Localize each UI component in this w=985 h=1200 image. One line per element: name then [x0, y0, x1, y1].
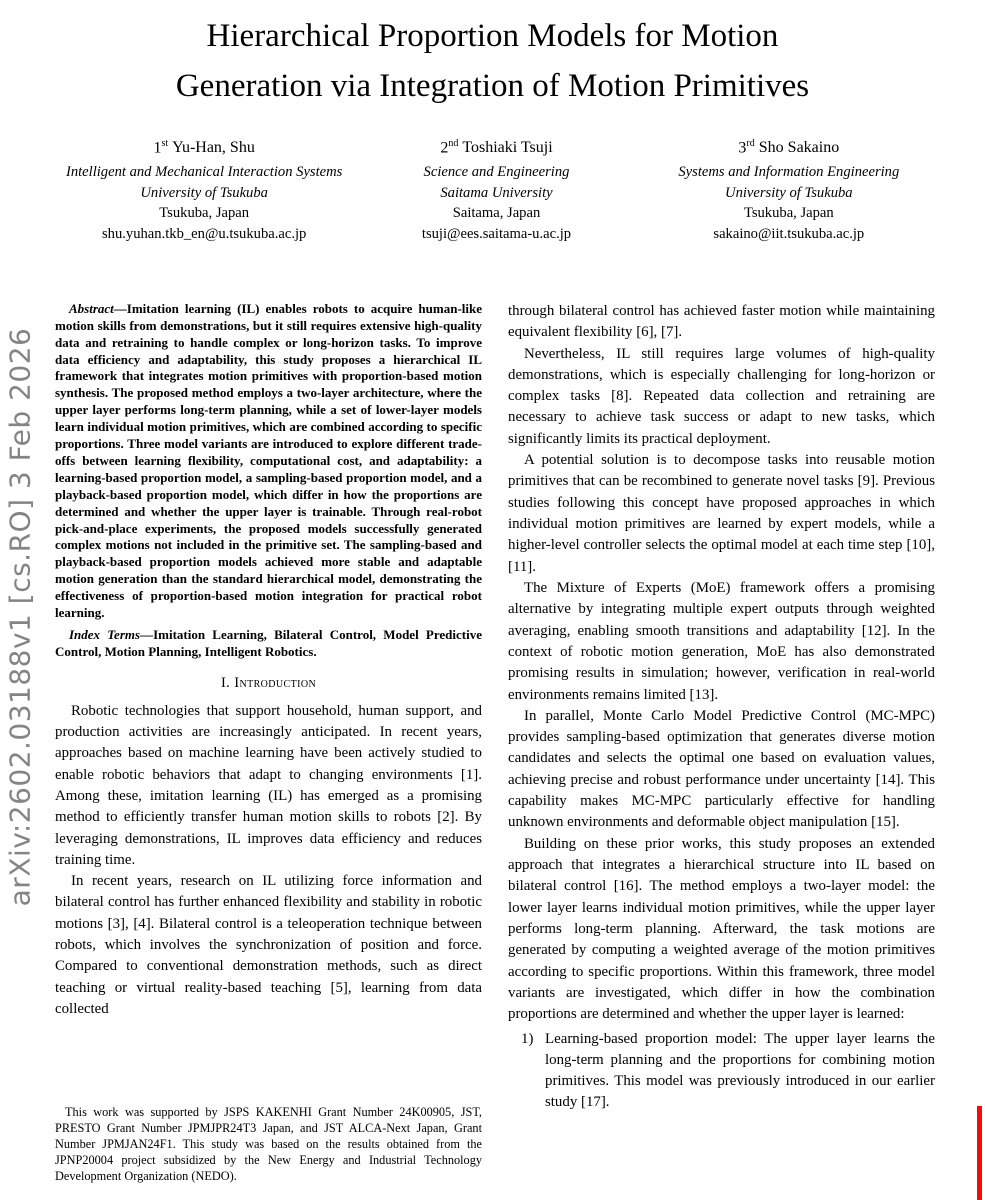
paper-title	[30, 12, 955, 111]
title-line-1: Hierarchical Proportion Models for Motion	[206, 18, 779, 54]
left-column	[55, 301, 482, 1114]
paragraph: In recent years, research on IL utilizing force information and bilateral control has further enhanced flexibility and stability in robotic motions [3], [4]. Bilateral control is a teleoperation technique between robots, which involves the synchronization of position and force. Compared to conventional demonstration methods, such as direct teaching or virtual reality-based teaching [5], learning from data collected	[55, 873, 482, 1017]
author-order: 2	[440, 139, 449, 157]
paragraph: A potential solution is to decompose tasks into reusable motion primitives that can be recombined to generate novel tasks [9]. Previous studies following this concept have proposed approaches in which individual motion primitives are learned by expert models, while a higher-level controller selects the optimal model at each time step [10], [11].	[508, 452, 935, 575]
abstract	[55, 301, 482, 622]
author-block	[58, 137, 935, 245]
author-location: Tsukuba, Japan	[159, 205, 250, 222]
author-ordinal: st	[161, 138, 169, 149]
index-terms	[55, 627, 482, 661]
numbered-list-item	[508, 1029, 935, 1114]
author-name-text: Yu-Han, Shu	[172, 139, 255, 157]
author-order: 1	[153, 139, 162, 157]
paragraph: Building on these prior works, this study proposes an extended approach that integrates a hierarchical structure into IL based on bilateral control [16]. The method employs a two-layer model: the lower layer learns individual motion primitives, while the upper layer performs long-term planning. Afterward, the task motions are generated by computing a weighted average of the motion primitives according to specific proportions. Within this framework, three model variants are investigated, which differ in how the combination proportions are determined and whether the upper layer is learned:	[508, 835, 935, 1023]
author-department: Science and Engineering	[423, 164, 570, 181]
list-item-text: Learning-based proportion model: The upper layer learns the long-term planning and the proportions for combining motion primitives. This model was previously introduced in our earlier study [17].	[545, 1030, 935, 1111]
author-name-text: Toshiaki Tsuji	[462, 139, 553, 157]
author-name-text: Sho Sakaino	[758, 139, 840, 157]
author-card-1	[58, 137, 350, 245]
author-university: University of Tsukuba	[140, 184, 268, 201]
right-column	[508, 301, 935, 1114]
author-email: sakaino@iit.tsukuba.ac.jp	[713, 226, 865, 243]
section-heading-introduction: I. Introduction	[220, 674, 317, 691]
author-name	[350, 137, 642, 160]
author-location: Tsukuba, Japan	[743, 205, 834, 222]
author-name	[58, 137, 350, 160]
author-department: Intelligent and Mechanical Interaction Systems	[65, 164, 343, 181]
author-name	[643, 137, 935, 160]
paragraph: Robotic technologies that support household, human support, and production activities are increasingly anticipated. In recent years, approaches based on machine learning have been actively studied to enable robotic behaviors that adapt to changing environments [1]. Among these, imitation learning (IL) has emerged as a promising method to efficiently transfer human motion skills to robots [2]. By leveraging demonstrations, IL improves data efficiency and reduces training time.	[55, 702, 482, 868]
abstract-label: Abstract	[69, 300, 114, 316]
paper-body	[55, 301, 935, 1114]
index-terms-text: —Imitation Learning, Bilateral Control, Model Predictive Control, Motion Planning, Intelligent Robotics.	[55, 626, 483, 659]
author-email: shu.yuhan.tkb_en@u.tsukuba.ac.jp	[101, 226, 307, 243]
arxiv-watermark: arXiv:2602.03188v1 [cs.RO] 3 Feb 2026	[3, 327, 37, 907]
margin-marker	[977, 1106, 982, 1200]
paragraph: through bilateral control has achieved faster motion while maintaining equivalent flexibility [6], [7].	[508, 302, 935, 341]
author-card-2	[350, 137, 642, 245]
author-location: Saitama, Japan	[452, 205, 541, 222]
author-ordinal: nd	[448, 138, 459, 149]
author-card-3	[643, 137, 935, 245]
author-university: Saitama University	[440, 184, 553, 201]
list-item-marker: 1)	[521, 1030, 534, 1047]
author-university: University of Tsukuba	[725, 184, 853, 201]
paragraph: The Mixture of Experts (MoE) framework offers a promising alternative by integrating multiple expert outputs through weighted averaging, enabling smooth transitions and adaptability [12]. In the context of robotic motion generation, MoE has also demonstrated promising results in simulation; however, verification in real-world environments remains limited [13].	[508, 579, 935, 703]
title-line-2: Generation via Integration of Motion Primitives	[175, 67, 810, 104]
paragraph: In parallel, Monte Carlo Model Predictive Control (MC-MPC) provides sampling-based optimization that generates diverse motion candidates and selects the optimal one based on evaluation values, achieving precise and robust performance under uncertainty [14]. This capability makes MC-MPC particularly effective for handling unknown environments and deformable object manipulation [15].	[508, 707, 935, 831]
author-order: 3	[738, 139, 747, 157]
funding-footnote: This work was supported by JSPS KAKENHI Grant Number 24K00905, JST, PRESTO Grant Number JPMJPR24T3 Japan, and JST ALCA-Next Japan, Grant Number JPMJAN24F1. This study was based on the results obtained from the JPNP20004 project subsidized by the New Energy and Industrial Technology Development Organization (NEDO).	[55, 1105, 482, 1183]
author-department: Systems and Information Engineering	[678, 164, 900, 181]
abstract-text: —Imitation learning (IL) enables robots to acquire human-like motion skills from demonstrations, but it still requires extensive high-quality data and retraining to handle complex or long-horizon tasks. To improve data efficiency and adaptability, this study proposes a hierarchical IL framework that integrates motion primitives with proportion-based motion synthesis. The proposed method employs a two-layer architecture, where the upper layer performs long-term planning, while a set of lower-layer models learn individual motion primitives, which are combined according to specific proportions. Three model variants are introduced to explore different trade-offs between learning flexibility, computational cost, and adaptability: a learning-based proportion model, a sampling-based proportion model, and a playback-based proportion model, which differ in how the proportions are determined and whether the upper layer is trainable. Through real-robot pick-and-place experiments, the proposed models successfully generated complex motions not included in the primitive set. The sampling-based and playback-based proportion models achieved more stable and adaptable motion generation than the standard hierarchical model, demonstrating the effectiveness of proportion-based motion integration for practical robot learning.	[55, 300, 482, 620]
author-email: tsuji@ees.saitama-u.ac.jp	[421, 226, 572, 243]
paragraph: Nevertheless, IL still requires large volumes of high-quality demonstrations, which is especially challenging for long-horizon or complex tasks [8]. Repeated data collection and retraining are necessary to achieve task success or adapt to new tasks, which significantly limits its practical deployment.	[508, 345, 935, 447]
index-terms-label: Index Terms	[69, 626, 141, 642]
author-ordinal: rd	[746, 138, 755, 149]
